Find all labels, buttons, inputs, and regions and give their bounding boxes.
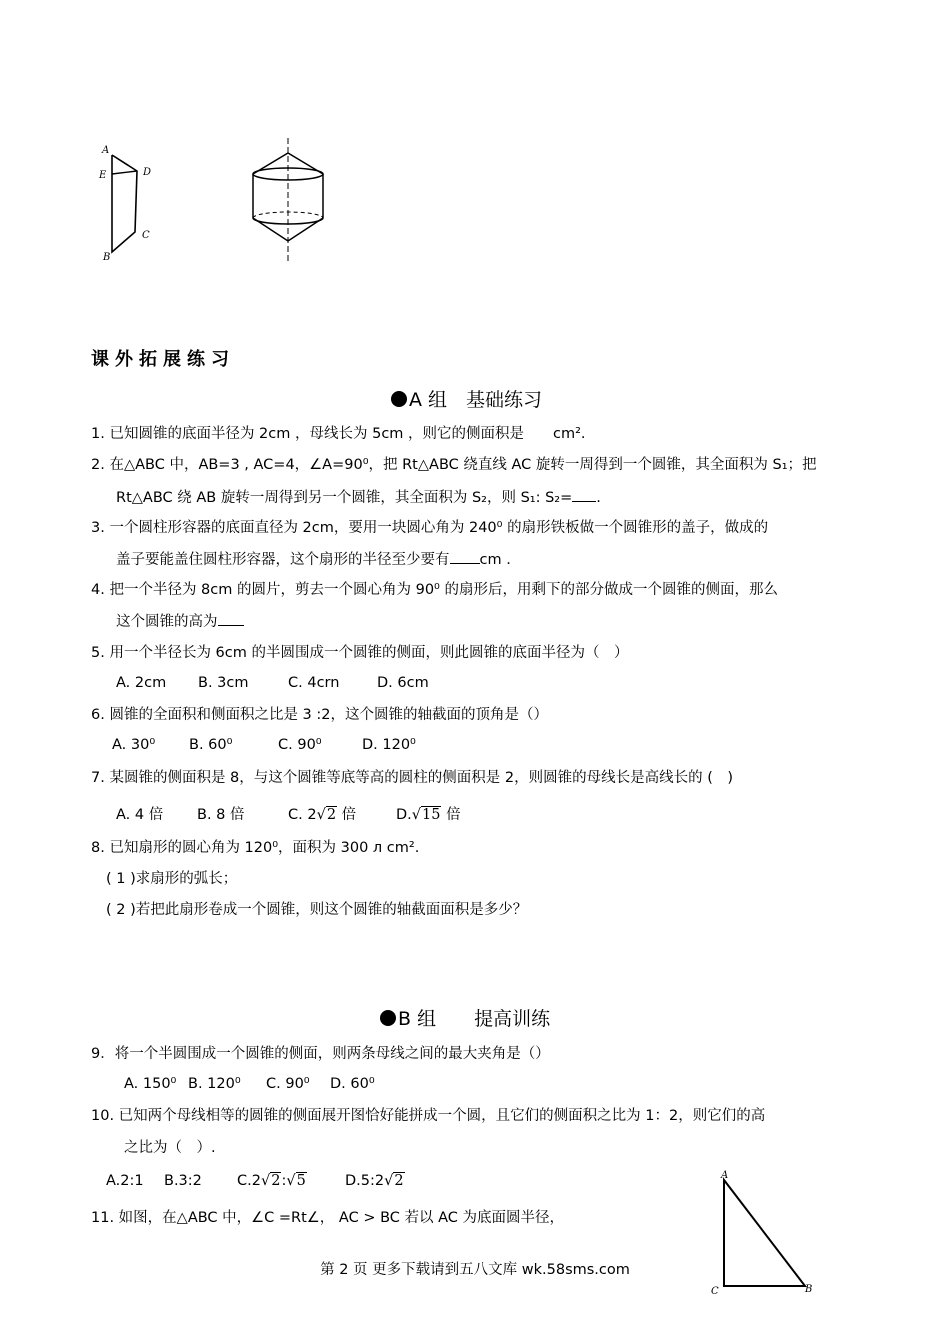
option-b[interactable]: B. 3cm <box>198 675 249 691</box>
question-4-line-1: 4. 把一个半径为 8cm 的圆片，剪去一个圆心角为 90⁰ 的扇形后，用剩下的部分做成一个圆锥的侧面，那么 <box>91 582 778 598</box>
label-a: A <box>102 145 110 156</box>
page-footer: 第 2 页 更多下载请到五八文库 wk.58sms.com <box>320 1262 630 1278</box>
group-b-heading: B 组 提高训练 <box>380 1004 550 1031</box>
option-b[interactable]: B.3:2 <box>164 1173 202 1189</box>
question-1: 1. 已知圆锥的底面半径为 2cm ，母线长为 5cm ，则它的侧面积是 cm². <box>91 426 586 442</box>
question-6: 6. 圆锥的全面积和侧面积之比是 3 :2，这个圆锥的轴截面的顶角是（） <box>91 707 548 723</box>
option-c[interactable]: C. 4crn <box>288 675 340 691</box>
option-d[interactable]: D. 120⁰ <box>362 737 416 753</box>
question-11: 11. 如图，在△ABC 中，∠C =Rt∠， AC > BC 若以 AC 为底面圆半径， <box>91 1210 565 1226</box>
question-10-line-2: 之比为（ ）. <box>124 1140 216 1156</box>
option-b[interactable]: B. 60⁰ <box>189 737 233 753</box>
question-10-line-1: 10. 已知两个母线相等的圆锥的侧面展开图恰好能拼成一个圆，且它们的侧面积之比为 1：2，则它们的高 <box>91 1108 766 1124</box>
option-d[interactable]: D. 60⁰ <box>330 1076 375 1092</box>
label-e: E <box>99 170 107 181</box>
option-a[interactable]: A. 2cm <box>116 675 167 691</box>
question-2-line-1: 2. 在△ABC 中，AB=3 , AC=4，∠A=90⁰，把 Rt△ABC 绕直线 AC 旋转一周得到一个圆锥，其全面积为 S₁；把 <box>91 457 817 473</box>
label-c: C <box>711 1286 719 1297</box>
question-8-part-2: ( 2 )若把此扇形卷成一个圆锥，则这个圆锥的轴截面面积是多少？ <box>106 902 528 918</box>
option-a[interactable]: A.2:1 <box>106 1173 144 1189</box>
option-b[interactable]: B. 120⁰ <box>188 1076 241 1092</box>
question-9: 9．将一个半圆围成一个圆锥的侧面，则两条母线之间的最大夹角是（） <box>91 1046 550 1062</box>
question-4-line-2: 这个圆锥的高为 <box>116 611 244 632</box>
question-8-part-1: ( 1 )求扇形的弧长； <box>106 871 238 887</box>
label-a: A <box>721 1170 729 1181</box>
option-c[interactable]: C. 90⁰ <box>266 1076 310 1092</box>
option-d[interactable]: D.5:2√2 <box>345 1173 404 1189</box>
answer-blank[interactable] <box>450 549 480 564</box>
right-triangle-figure <box>705 1166 830 1300</box>
option-c[interactable]: C.2√2:√5 <box>237 1173 306 1189</box>
cone-cylinder-figure <box>244 136 334 264</box>
option-d[interactable]: D.√15 倍 <box>396 807 461 823</box>
option-a[interactable]: A. 4 倍 <box>116 807 164 823</box>
bullet-icon <box>380 1010 396 1026</box>
trapezoid-figure <box>96 138 166 266</box>
bullet-icon <box>391 391 407 407</box>
option-d[interactable]: D. 6cm <box>377 675 429 691</box>
label-b: B <box>805 1284 813 1295</box>
question-8: 8. 已知扇形的圆心角为 120⁰，面积为 300 л cm². <box>91 840 420 856</box>
question-2-line-2: Rt△ABC 绕 AB 旋转一周得到另一个圆锥，其全面积为 S₂，则 S₁: S₂= . <box>116 487 601 508</box>
option-a[interactable]: A. 150⁰ <box>124 1076 177 1092</box>
question-5: 5. 用一个半径长为 6cm 的半圆围成一个圆锥的侧面，则此圆锥的底面半径为（ ） <box>91 645 629 661</box>
segment-ed <box>112 171 137 174</box>
label-c: C <box>142 230 150 241</box>
option-c[interactable]: C. 2√2 倍 <box>288 807 357 823</box>
answer-blank[interactable] <box>218 611 244 626</box>
question-7: 7. 某圆锥的侧面积是 8，与这个圆锥等底等高的圆柱的侧面积是 2，则圆锥的母线长是高线长的 ( ) <box>91 770 734 786</box>
group-a-heading: A 组 基础练习 <box>391 385 542 412</box>
question-3-line-2: 盖子要能盖住圆柱形容器，这个扇形的半径至少要有 cm . <box>116 549 511 570</box>
option-c[interactable]: C. 90⁰ <box>278 737 322 753</box>
trapezoid-outline <box>112 155 137 252</box>
question-3-line-1: 3. 一个圆柱形容器的底面直径为 2cm，要用一块圆心角为 240⁰ 的扇形铁板做一个圆锥形的盖子，做成的 <box>91 520 769 536</box>
section-title: 课外拓展练习 <box>91 349 235 370</box>
option-b[interactable]: B. 8 倍 <box>197 807 245 823</box>
option-a[interactable]: A. 30⁰ <box>112 737 156 753</box>
label-b: B <box>103 252 111 263</box>
label-d: D <box>143 167 152 178</box>
answer-blank[interactable] <box>572 487 596 502</box>
